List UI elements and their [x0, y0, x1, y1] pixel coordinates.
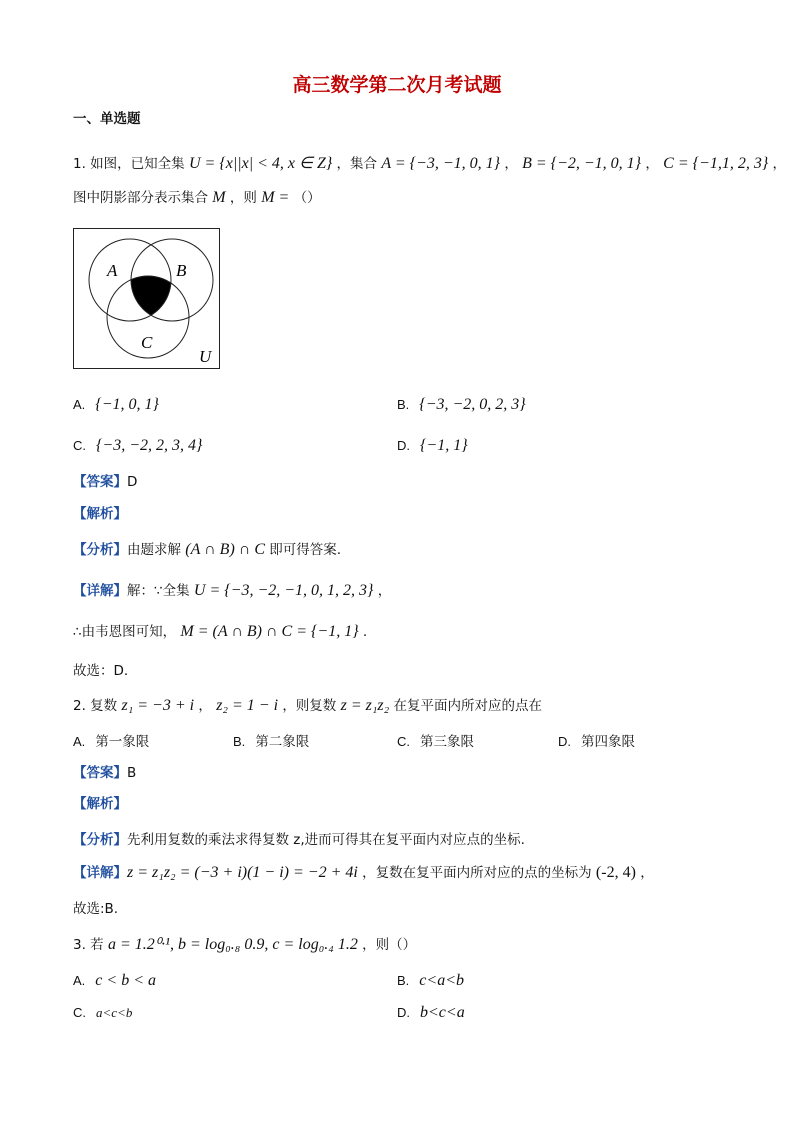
option-label: A.: [73, 734, 86, 749]
option-label: C.: [73, 438, 86, 453]
q1-option-b[interactable]: [397, 394, 526, 416]
xiangjie-coord: (-2, 4): [595, 864, 636, 881]
q1-fenxi: [73, 539, 341, 561]
q1-conclusion: [73, 621, 367, 643]
option-label: B.: [397, 397, 410, 412]
option-label: C.: [397, 734, 410, 749]
option-label: A.: [73, 397, 86, 412]
q2-fenxi: [73, 829, 525, 851]
q1-stem-line1: [73, 153, 786, 175]
analysis-tag: 【解析】: [73, 506, 127, 522]
fenxi-text: 由题求解: [127, 542, 181, 558]
q1-answer: [73, 471, 137, 493]
q3-option-d[interactable]: [397, 1002, 465, 1024]
fenxi-math: (A ∩ B) ∩ C: [185, 541, 265, 558]
q2-option-d[interactable]: [558, 731, 635, 753]
q1-blank: （）: [293, 190, 321, 206]
q2-z: z = z₁z₂: [340, 697, 390, 714]
page-title: 高三数学第二次月考试题: [292, 74, 502, 96]
option-text: {−3, −2, 0, 2, 3}: [419, 396, 526, 413]
q2-sep: ，: [198, 698, 212, 714]
option-text: 第一象限: [95, 734, 150, 750]
q2-stem-text3: 在复平面内所对应的点在: [393, 698, 543, 714]
xiangjie-comma: ，: [640, 865, 654, 881]
q2-option-a[interactable]: [73, 731, 149, 753]
q1-set-a: A = {−3, −1, 0, 1}: [381, 155, 501, 172]
xiangjie-text: 解：∵全集: [127, 583, 190, 599]
answer-tag: 【答案】: [73, 474, 127, 490]
q1-universal-set: U = {x||x| < 4, x ∈ Z}: [188, 155, 333, 172]
option-text: 第四象限: [581, 734, 635, 750]
answer-value: D: [127, 474, 138, 490]
conclusion-math: M = (A ∩ B) ∩ C = {−1, 1}: [180, 623, 359, 640]
option-label: A.: [73, 973, 86, 988]
q2-option-b[interactable]: [233, 731, 309, 753]
q3-math: a = 1.2⁰·¹, b = log₀.₈ 0.9, c = log₀.₄ 1.2: [107, 936, 358, 953]
option-text: {−1, 1}: [420, 437, 468, 454]
option-text: c < b < a: [95, 972, 156, 989]
venn-label-b: B: [176, 261, 187, 280]
xiangjie-tag: 【详解】: [73, 583, 127, 599]
q3-option-c[interactable]: [73, 1002, 132, 1024]
answer-value: B: [127, 765, 137, 781]
q1-set-b: B = {−2, −1, 0, 1}: [522, 155, 642, 172]
q1-m-eq: M =: [261, 189, 290, 206]
q2-analysis-heading: [73, 793, 127, 815]
q2-choose: 故选:B.: [73, 901, 119, 917]
q2-answer: [73, 762, 136, 784]
xiangjie-math: U = {−3, −2, −1, 0, 1, 2, 3}: [193, 582, 374, 599]
xiangjie-text: ，复数在复平面内所对应的点的坐标为: [362, 865, 592, 881]
q1-option-d[interactable]: [397, 435, 468, 457]
q1-set-m: M: [212, 189, 226, 206]
q1-stem-text2: 图中阴影部分表示集合: [73, 190, 208, 206]
option-label: C.: [73, 1005, 86, 1020]
xiangjie-math: z = z₁z₂ = (−3 + i)(1 − i) = −2 + 4i: [127, 864, 358, 881]
q2-xiangjie: [73, 862, 654, 884]
q1-comma: ，: [772, 156, 787, 172]
option-text: b<c<a: [420, 1004, 465, 1021]
option-label: D.: [397, 438, 410, 453]
q3-option-b[interactable]: [397, 970, 464, 992]
option-text: c<a<b: [419, 972, 464, 989]
q2-z2: z₂ = 1 − i: [216, 697, 279, 714]
q2-stem-text: 2. 复数: [73, 698, 118, 714]
option-text: a<c<b: [96, 1005, 133, 1020]
q1-analysis-heading: [73, 503, 127, 525]
q1-option-c[interactable]: [73, 435, 202, 457]
q2-option-c[interactable]: [397, 731, 474, 753]
q1-xiangjie: [73, 580, 391, 602]
venn-diagram: [73, 228, 220, 369]
q1-stem-line2: [73, 187, 321, 209]
fenxi-text: 先利用复数的乘法求得复数 z,进而可得其在复平面内对应点的坐标.: [127, 832, 525, 848]
option-text: 第二象限: [255, 734, 310, 750]
q1-set-c: C = {−1,1, 2, 3}: [663, 155, 769, 172]
q3-stem-text: 3. 若: [73, 937, 104, 953]
fenxi-text2: 即可得答案.: [269, 542, 342, 558]
q3-option-a[interactable]: [73, 970, 156, 992]
q1-stem-text3: ，则: [229, 190, 257, 206]
q1-comma: ，: [645, 156, 659, 172]
q1-option-a[interactable]: [73, 394, 159, 416]
fenxi-tag: 【分析】: [73, 542, 127, 558]
q3-stem: [73, 934, 416, 956]
option-text: {−1, 0, 1}: [95, 396, 159, 413]
option-text: {−3, −2, 2, 3, 4}: [96, 437, 203, 454]
xiangjie-text2: ，: [377, 583, 392, 599]
q2-stem: [73, 695, 542, 717]
option-text: 第三象限: [420, 734, 474, 750]
q1-choose: 故选：D.: [73, 663, 129, 679]
q2-z1: z₁ = −3 + i: [121, 697, 195, 714]
q1-stem-text: 1. 如图，已知全集: [73, 156, 185, 172]
q2-stem-text2: ，则复数: [282, 698, 337, 714]
option-label: B.: [397, 973, 410, 988]
venn-label-u: U: [199, 347, 212, 366]
q3-stem-text2: ，则（）: [362, 937, 417, 953]
venn-label-a: A: [107, 261, 118, 280]
option-label: D.: [558, 734, 571, 749]
fenxi-tag: 【分析】: [73, 832, 127, 848]
q1-sep: ，集合: [336, 156, 378, 172]
xiangjie-tag: 【详解】: [73, 865, 127, 881]
answer-tag: 【答案】: [73, 765, 127, 781]
q1-comma: ，: [504, 156, 518, 172]
analysis-tag: 【解析】: [73, 796, 127, 812]
conclusion-text: ∴由韦恩图可知，: [73, 624, 177, 640]
section-heading: 一、单选题: [73, 111, 141, 127]
venn-label-c: C: [141, 333, 153, 352]
option-label: B.: [233, 734, 246, 749]
conclusion-period: .: [362, 624, 368, 640]
option-label: D.: [397, 1005, 410, 1020]
